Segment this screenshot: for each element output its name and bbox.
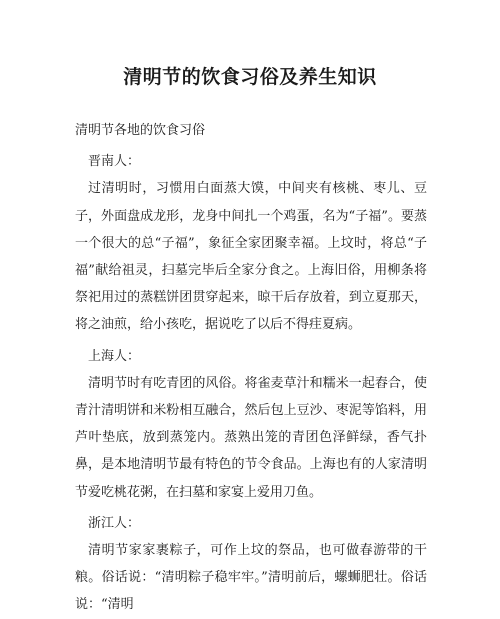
paragraph-shanghai: 清明节时有吃青团的风俗。将雀麦草汁和糯米一起舂合，使青汁清明饼和米粉相互融合，然后包上豆沙、枣泥等馅料，用芦叶垫底，放到蒸笼内。蒸熟出笼的青团色泽鲜绿，香气扑鼻，是本地清明节最有特色的节令食品。上海也有的人家清明节爱吃桃花粥，在扫墓和家宴上爱用刀鱼。 xyxy=(75,375,427,500)
paragraph-jinnan: 过清明时，习惯用白面蒸大馍，中间夹有核桃、枣儿、豆子，外面盘成龙形，龙身中间扎一个鸡蛋，名为“子福”。要蒸一个很大的总“子福”，象征全家团聚幸福。上坟时，将总“子福”献给祖灵，扫墓完毕后全家分食之。上海旧俗，用柳条将祭祀用过的蒸糕饼团贯穿起来，晾干后存放着，到立夏那天，将之油煎，给小孩吃，据说吃了以后不得疰夏病。 xyxy=(75,181,427,333)
region-label-zhejiang: 浙江人： xyxy=(88,515,141,531)
region-label-shanghai: 上海人： xyxy=(88,348,141,364)
section-heading: 清明节各地的饮食习俗 xyxy=(75,123,206,138)
region-label-jinnan: 晋南人： xyxy=(88,154,141,170)
page-title: 清明节的饮食习俗及养生知识 xyxy=(123,66,377,88)
document-body xyxy=(75,117,427,619)
paragraph-zhejiang: 清明节家家裹粽子，可作上坟的祭品，也可做春游带的干粮。俗话说：“清明粽子稳牢牢。”清明前后，螺蛳肥壮。俗话说：“清明 xyxy=(75,543,427,613)
